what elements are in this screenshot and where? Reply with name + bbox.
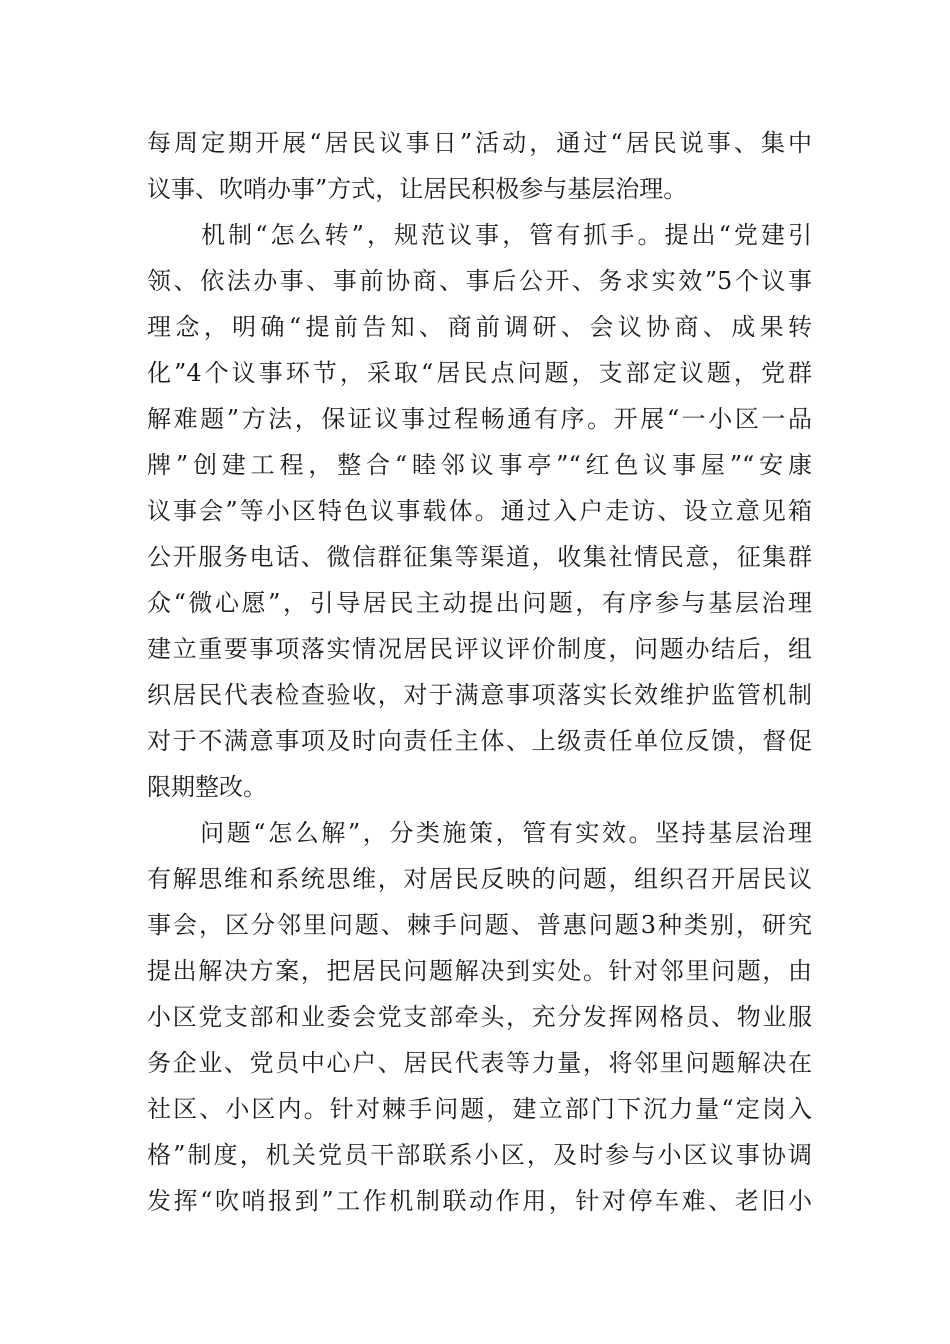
text-line: 机制“怎么转”，规范议事，管有抓手。提出“党建引	[147, 221, 812, 249]
text-line: 限期整改。	[147, 773, 267, 801]
text-line: 事会，区分邻里问题、棘手问题、普惠问题3种类别，研究	[147, 911, 812, 939]
text-line: 化”4个议事环节，采取“居民点问题，支部定议题，党群	[147, 359, 812, 387]
text-line: 议事会”等小区特色议事载体。通过入户走访、设立意见箱	[147, 497, 812, 525]
text-line: 公开服务电话、微信群征集等渠道，收集社情民意，征集群	[147, 543, 812, 571]
text-line: 众“微心愿”，引导居民主动提出问题，有序参与基层治理	[147, 589, 812, 617]
text-line: 解难题”方法，保证议事过程畅通有序。开展“一小区一品	[147, 405, 812, 433]
text-line: 对于不满意事项及时向责任主体、上级责任单位反馈，督促	[147, 727, 812, 755]
text-line: 格”制度，机关党员干部联系小区，及时参与小区议事协调	[147, 1141, 812, 1169]
text-line: 每周定期开展“居民议事日”活动，通过“居民说事、集中	[147, 129, 812, 157]
text-line: 织居民代表检查验收，对于满意事项落实长效维护监管机制	[147, 681, 812, 709]
text-line: 发挥“吹哨报到”工作机制联动作用，针对停车难、老旧小	[147, 1187, 812, 1215]
body-text	[147, 120, 812, 1224]
text-line: 提出解决方案，把居民问题解决到实处。针对邻里问题，由	[147, 957, 812, 985]
text-line: 社区、小区内。针对棘手问题，建立部门下沉力量“定岗入	[147, 1095, 812, 1123]
text-line: 理念，明确“提前告知、商前调研、会议协商、成果转	[147, 313, 812, 341]
text-line: 小区党支部和业委会党支部牵头，充分发挥网格员、物业服	[147, 1003, 812, 1031]
text-line: 议事、吹哨办事”方式，让居民积极参与基层治理。	[147, 175, 688, 203]
text-line: 有解思维和系统思维，对居民反映的问题，组织召开居民议	[147, 865, 812, 893]
text-line: 领、依法办事、事前协商、事后公开、务求实效”5个议事	[147, 267, 812, 295]
text-line: 建立重要事项落实情况居民评议评价制度，问题办结后，组	[147, 635, 812, 663]
paragraph-1	[147, 120, 812, 212]
paragraph-3	[147, 810, 812, 1224]
paragraph-2	[147, 212, 812, 810]
text-line: 务企业、党员中心户、居民代表等力量，将邻里问题解决在	[147, 1049, 812, 1077]
text-line: 牌”创建工程，整合“睦邻议事亭”“红色议事屋”“安康	[147, 451, 812, 479]
text-line: 问题“怎么解”，分类施策，管有实效。坚持基层治理	[147, 819, 812, 847]
